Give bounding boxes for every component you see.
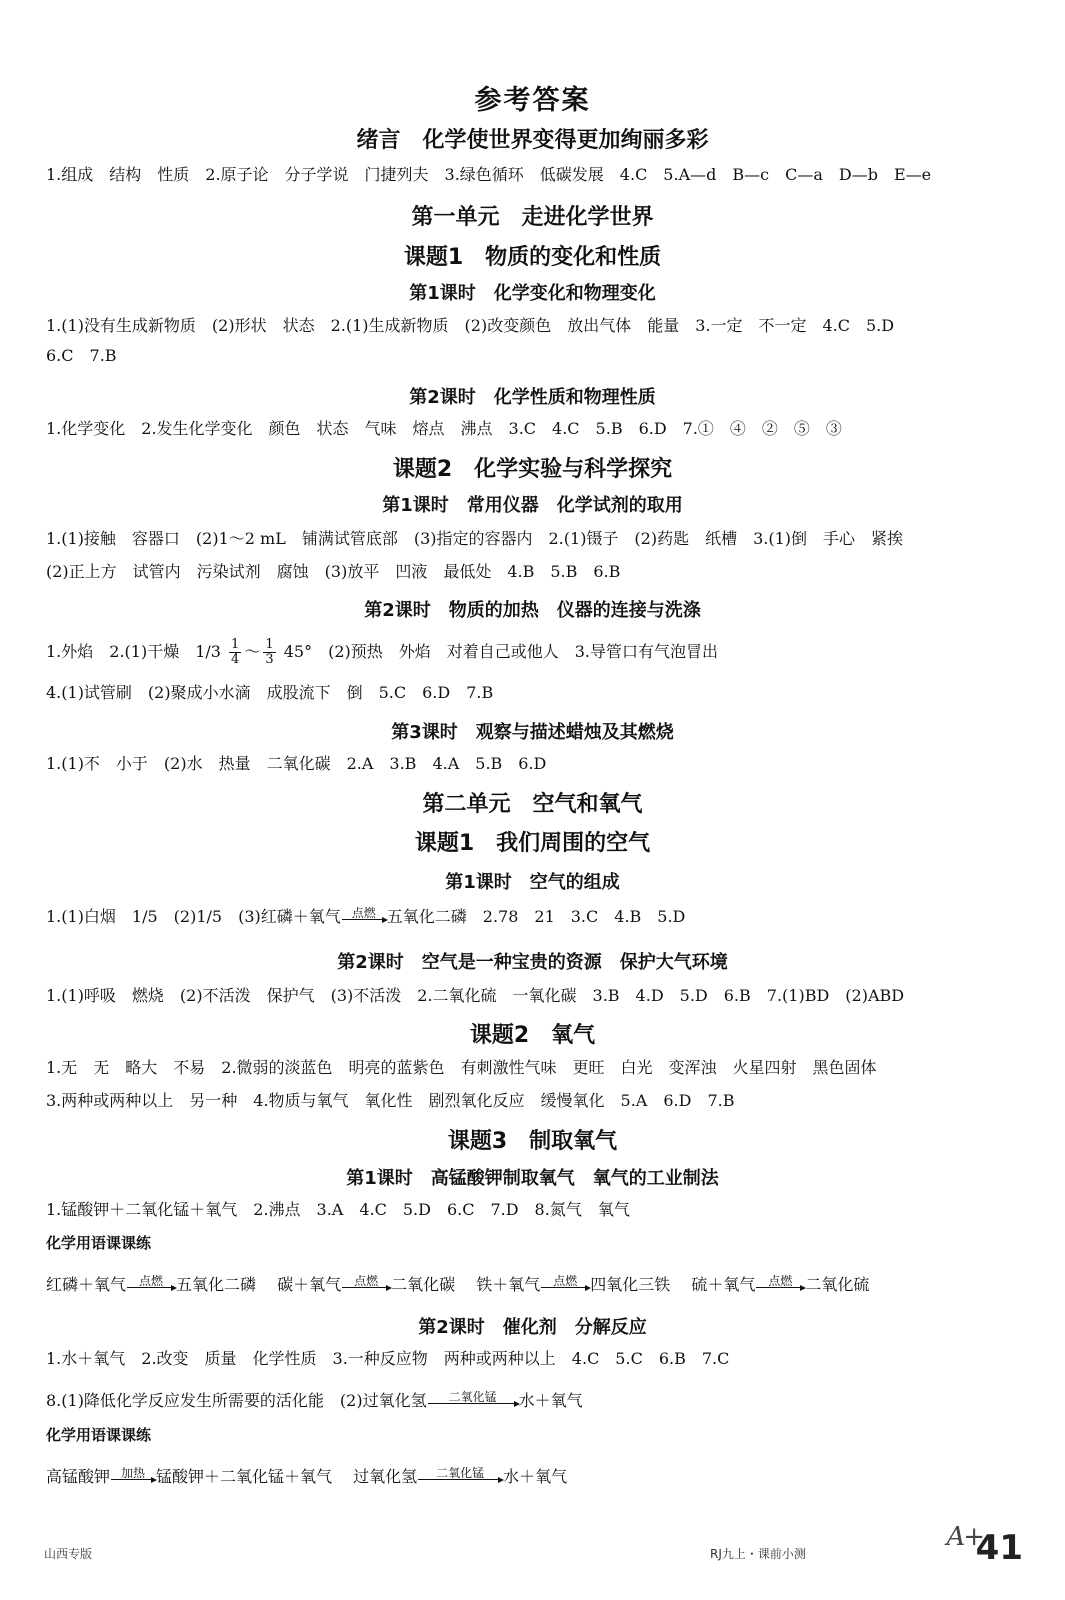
answer-line: 3.两种或两种以上 另一种 4.物质与氧气 氧化性 剧烈氧化反应 缓慢氧化 5.A 6.D 7.B [46, 1091, 735, 1110]
footer-edition: 山西专版 [44, 1547, 93, 1561]
answer-text: 1.(1)白烟 1/5 (2)1/5 (3)红磷＋氧气 [46, 907, 341, 926]
unit1-topic2-lesson2-heading: 第2课时 物质的加热 仪器的连接与洗涤 [364, 600, 701, 621]
intro-answer: 1.组成 结构 性质 2.原子论 分子学说 门捷列夫 3.绿色循环 低碳发展 4.C 5.A—d B—c C—a D—b E—e [46, 165, 932, 184]
answer-line-with-equation [46, 906, 1025, 928]
products: 水＋氧气 [503, 1467, 568, 1486]
equation-row [46, 1466, 1025, 1488]
answer-line: 4.(1)试管刷 (2)聚成小水滴 成股流下 倒 5.C 6.D 7.B [46, 683, 494, 702]
reactants: 硫＋氧气 [691, 1275, 756, 1294]
fraction-denominator: 3 [265, 652, 274, 667]
reactants: 高锰酸钾 [46, 1467, 111, 1486]
answer-line: 1.锰酸钾＋二氧化锰＋氧气 2.沸点 3.A 4.C 5.D 6.C 7.D 8.氮气 氧气 [46, 1200, 630, 1219]
answer-text: 五氧化二磷 2.78 21 3.C 4.B 5.D [386, 907, 686, 926]
answer-line: 1.(1)接触 容器口 (2)1～2 mL 铺满试管底部 (3)指定的容器内 2.(1)镊子 (2)药匙 纸槽 3.(1)倒 手心 紧挨 [46, 529, 904, 548]
unit1-topic2-lesson3-heading: 第3课时 观察与描述蜡烛及其燃烧 [391, 722, 674, 743]
answer-text: 1.外焰 2.(1)干燥 1/3 [46, 642, 221, 661]
reactants: 碳＋氧气 [277, 1275, 342, 1294]
reaction-arrow: 二氧化锰 [418, 1467, 502, 1480]
products: 四氧化三铁 [590, 1275, 671, 1294]
unit1-heading: 第一单元 走进化学世界 [411, 205, 654, 230]
series-logo-icon: A+ [946, 1522, 983, 1552]
answer-text: 8.(1)降低化学反应发生所需要的活化能 (2)过氧化氢 [46, 1391, 427, 1410]
answer-line: 1.无 无 略大 不易 2.微弱的淡蓝色 明亮的蓝紫色 有刺激性气味 更旺 白光 变浑浊 火星四射 黑色固体 [46, 1058, 877, 1077]
footer-series: RJ九上・课前小测 [710, 1547, 806, 1561]
unit1-topic1-heading: 课题1 物质的变化和性质 [403, 245, 662, 270]
reaction-arrow: 点燃 [342, 1275, 390, 1288]
unit2-topic3-lesson2-heading: 第2课时 催化剂 分解反应 [418, 1317, 647, 1338]
fraction-denominator: 4 [231, 652, 240, 667]
reaction-arrow: 二氧化锰 [428, 1391, 518, 1404]
products: 锰酸钾＋二氧化锰＋氧气 [156, 1467, 333, 1486]
practice-label: 化学用语课课练 [46, 1426, 152, 1444]
products: 五氧化二磷 [176, 1275, 257, 1294]
fraction [263, 638, 275, 667]
reactants: 铁＋氧气 [476, 1275, 541, 1294]
unit2-topic3-heading: 课题3 制取氧气 [447, 1129, 618, 1154]
unit1-topic1-lesson1-heading: 第1课时 化学变化和物理变化 [409, 283, 656, 304]
equation-row [46, 1274, 1025, 1296]
unit1-topic1-lesson2-heading: 第2课时 化学性质和物理性质 [409, 387, 656, 408]
answer-text: 水＋氧气 [518, 1391, 583, 1410]
answer-line: 1.(1)呼吸 燃烧 (2)不活泼 保护气 (3)不活泼 2.二氧化硫 一氧化碳 3.B 4.D 5.D 6.B 7.(1)BD (2)ABD [46, 986, 905, 1005]
unit2-heading: 第二单元 空气和氧气 [422, 792, 643, 817]
answer-line: 1.(1)不 小于 (2)水 热量 二氧化碳 2.A 3.B 4.A 5.B 6.D [46, 754, 547, 773]
products: 二氧化碳 [391, 1275, 456, 1294]
reaction-arrow: 点燃 [541, 1275, 589, 1288]
reactants: 过氧化氢 [353, 1467, 418, 1486]
page-title: 参考答案 [474, 85, 591, 116]
reaction-arrow: 加热 [111, 1467, 155, 1480]
answer-line: 1.化学变化 2.发生化学变化 颜色 状态 气味 熔点 沸点 3.C 4.C 5.B 6.D 7.① ④ ② ⑤ ③ [46, 419, 842, 438]
products: 二氧化硫 [805, 1275, 870, 1294]
unit2-topic1-lesson1-heading: 第1课时 空气的组成 [445, 872, 620, 893]
answer-line: 1.水＋氧气 2.改变 质量 化学性质 3.一种反应物 两种或两种以上 4.C 5.C 6.B 7.C [46, 1349, 730, 1368]
intro-heading: 绪言 化学使世界变得更加绚丽多彩 [356, 128, 709, 153]
answer-line-with-fractions [46, 638, 1025, 667]
answer-text: 45° (2)预热 外焰 对着自己或他人 3.导管口有气泡冒出 [283, 642, 719, 661]
page-number: 41 [975, 1528, 1023, 1568]
reaction-arrow: 点燃 [342, 907, 386, 920]
reaction-arrow: 点燃 [127, 1275, 175, 1288]
fraction-numerator: 1 [265, 637, 274, 652]
practice-label: 化学用语课课练 [46, 1234, 152, 1252]
unit2-topic2-heading: 课题2 氧气 [469, 1023, 596, 1048]
unit2-topic3-lesson1-heading: 第1课时 高锰酸钾制取氧气 氧气的工业制法 [346, 1168, 719, 1189]
unit1-topic2-lesson1-heading: 第1课时 常用仪器 化学试剂的取用 [382, 495, 683, 516]
answer-line-with-equation [46, 1390, 1025, 1412]
answer-line: 6.C 7.B [46, 346, 117, 365]
unit1-topic2-heading: 课题2 化学实验与科学探究 [392, 457, 673, 482]
reactants: 红磷＋氧气 [46, 1275, 127, 1294]
tilde: ～ [244, 642, 261, 661]
answer-line: 1.(1)没有生成新物质 (2)形状 状态 2.(1)生成新物质 (2)改变颜色 放出气体 能量 3.一定 不一定 4.C 5.D [46, 316, 895, 335]
fraction-numerator: 1 [231, 637, 240, 652]
answer-line: (2)正上方 试管内 污染试剂 腐蚀 (3)放平 凹液 最低处 4.B 5.B 6.B [46, 562, 621, 581]
unit2-topic1-heading: 课题1 我们周围的空气 [414, 831, 651, 856]
reaction-arrow: 点燃 [756, 1275, 804, 1288]
fraction [229, 638, 241, 667]
unit2-topic1-lesson2-heading: 第2课时 空气是一种宝贵的资源 保护大气环境 [337, 952, 728, 973]
